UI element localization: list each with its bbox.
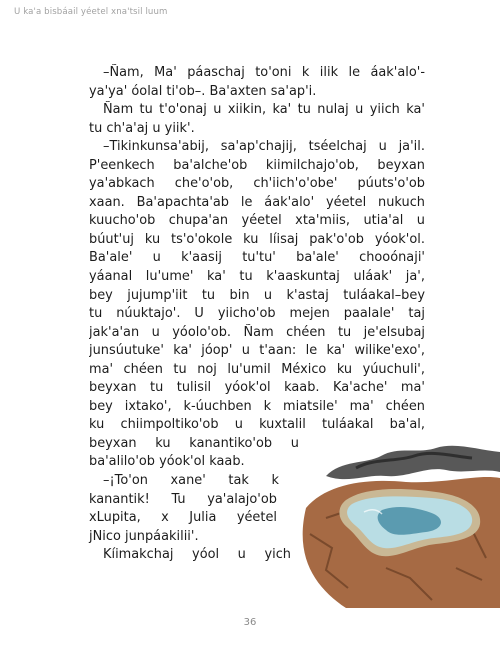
text-line: ya'ya' óolal ti'ob–. Ba'axten sa'ap'i.	[89, 83, 317, 99]
text-line: yáanal lu'ume' ka' tu k'aaskuntaj uláak' ja',	[89, 269, 425, 285]
text-line: ku chiimpoltiko'ob u kuxtalil tuláakal ba'al,	[89, 417, 425, 433]
text-line: bey jujump'iit tu bin u k'astaj tuláakal–bey	[89, 287, 425, 303]
text-line: ma' chéen tu noj lu'umil México ku yúuchuli',	[89, 361, 425, 377]
text-line: junsúutuke' ka' jóop' u t'aan: le ka' wilike'exo',	[89, 343, 425, 359]
running-header: U ka'a bisbáail yéetel xna'tsil luum	[14, 7, 168, 17]
text-line: kanantik! Tu ya'alajo'ob	[89, 491, 277, 507]
text-line: búut'uj ku ts'o'okole ku líisaj pak'o'ob yóok'ol.	[89, 231, 425, 247]
text-line: Ñam tu t'o'onaj u xiikin, ka' tu nulaj u yiich ka'	[103, 102, 425, 118]
smoke-cloud	[326, 446, 500, 479]
text-line: bey ixtako', k-úuchben k miatsile' ma' chéen	[89, 398, 425, 414]
text-line: ba'alilo'ob yóok'ol kaab.	[89, 454, 245, 470]
text-line: P'eenkech ba'alche'ob kiimilchajo'ob, beyxan	[89, 157, 425, 173]
text-line: Kíimakchaj yóol u yich	[103, 547, 291, 563]
text-line: –Tikinkunsa'abij, sa'ap'chajij, tséelchaj u ja'il.	[103, 139, 425, 155]
text-line: kuucho'ob chupa'an yéetel xta'miis, utia'al u	[89, 213, 425, 229]
text-line: tu ch'a'aj u yiik'.	[89, 120, 195, 136]
polluted-lake-illustration	[286, 438, 500, 608]
text-line: jak'a'an u yóolo'ob. Ñam chéen tu je'elsubaj	[89, 324, 425, 340]
text-line: tu núuktajo'. U yiicho'ob mejen paalale' taj	[89, 306, 425, 322]
text-line: –Ñam, Ma' páaschaj to'oni k ilik le áak'alo'-	[103, 65, 425, 80]
text-line: Ba'ale' u k'aasij tu'tu' ba'ale' chooónaji'	[89, 250, 425, 266]
page-number: 36	[243, 617, 257, 628]
text-line: ya'abkach che'o'ob, ch'iich'o'obe' púuts'o'ob	[89, 176, 425, 192]
text-line: xaan. Ba'apachta'ab le áak'alo' yéetel nukuch	[89, 194, 425, 210]
text-line: jNico junpáakilii'.	[89, 528, 199, 544]
text-line: xLupita, x Julia yéetel	[89, 510, 277, 526]
text-line: –¡To'on xane' tak k	[103, 473, 279, 489]
text-line: beyxan tu tulisil yóok'ol kaab. Ka'ache' ma'	[89, 380, 425, 396]
text-line: beyxan ku kanantiko'ob u	[89, 435, 299, 451]
